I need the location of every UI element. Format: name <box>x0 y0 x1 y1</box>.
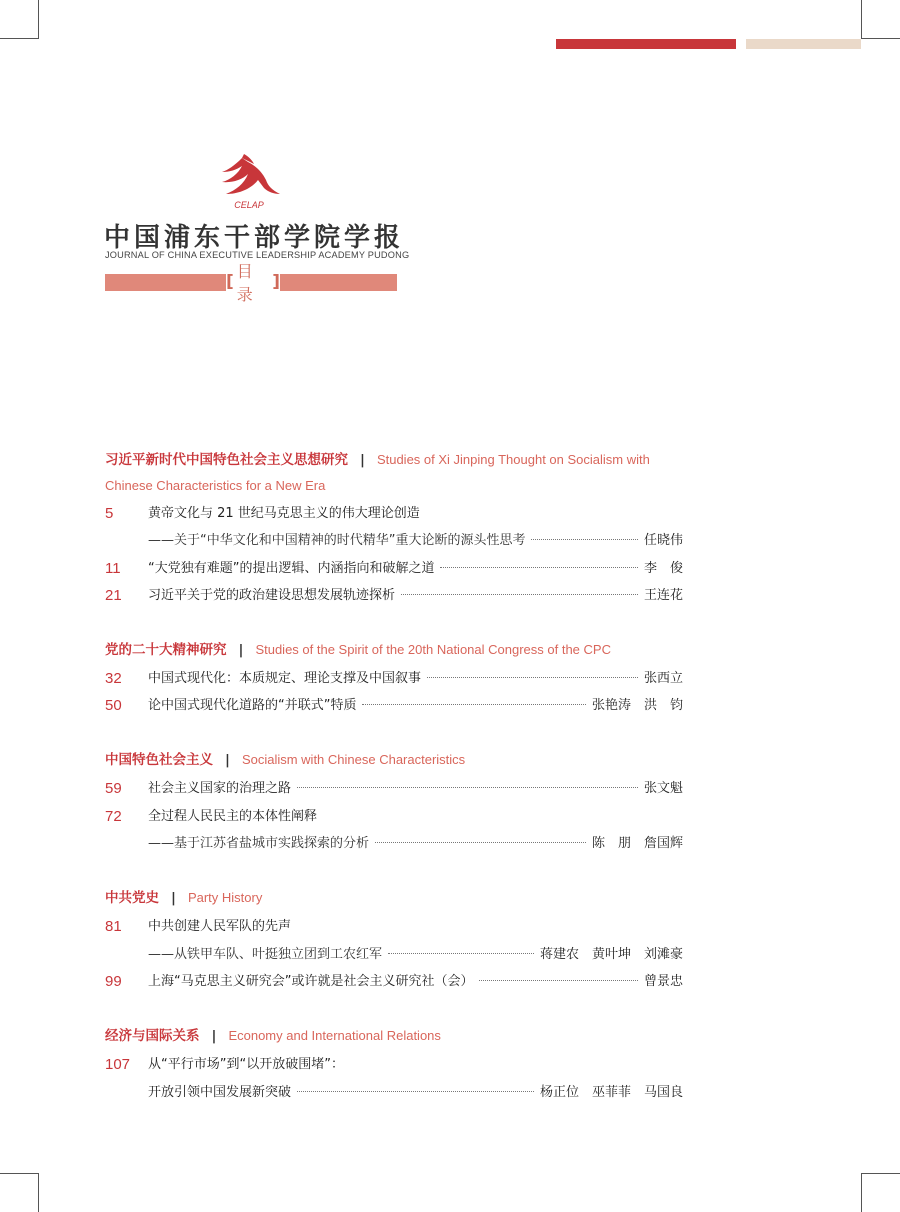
journal-title: 中国浦东干部学院学报 <box>104 223 405 253</box>
toc-entry[interactable] <box>105 502 683 526</box>
toc-entry-subtitle <box>105 1081 683 1105</box>
crop-mark <box>0 38 39 39</box>
toc-entry[interactable] <box>105 777 683 801</box>
section-title-cn: 经济与国际关系 <box>105 1028 200 1044</box>
header-accent-bar-light <box>746 39 861 49</box>
article-author: 王连花 <box>643 588 683 603</box>
page-number: 59 <box>105 780 122 797</box>
section-title-cn: 中国特色社会主义 <box>105 752 213 768</box>
page-number: 50 <box>105 697 122 714</box>
article-title: 黄帝文化与 21 世纪马克思主义的伟大理论创造 <box>148 506 420 521</box>
section-separator: | <box>238 642 244 658</box>
article-author: 张艳涛 洪 钧 <box>591 698 683 713</box>
section-heading <box>105 1023 685 1049</box>
article-title-cont: 开放引领中国发展新突破 <box>148 1085 292 1100</box>
article-author: 杨正位 巫菲菲 马国良 <box>539 1085 683 1100</box>
page-number: 32 <box>105 670 122 687</box>
section-title-cn: 中共党史 <box>105 890 159 906</box>
page-number: 81 <box>105 918 122 935</box>
article-author: 张西立 <box>643 671 683 686</box>
article-title: 习近平关于党的政治建设思想发展轨迹探析 <box>148 588 396 603</box>
celap-logo-icon <box>212 152 286 212</box>
crop-mark <box>38 1173 39 1212</box>
page-number: 5 <box>105 505 114 522</box>
article-subtitle: ——关于“中华文化和中国精神的时代精华”重大论断的源头性思考 <box>148 533 526 548</box>
header-accent-bar <box>556 39 736 49</box>
article-title: 中共创建人民军队的先声 <box>148 919 292 934</box>
crop-mark <box>861 38 900 39</box>
article-title: 中国式现代化：本质规定、理论支撑及中国叙事 <box>148 671 422 686</box>
toc-entry-subtitle <box>105 832 683 856</box>
svg-text:CELAP: CELAP <box>234 200 264 210</box>
toc-entry[interactable] <box>105 1053 683 1077</box>
toc-entry[interactable] <box>105 584 683 608</box>
toc-entry[interactable] <box>105 970 683 994</box>
leader-dots <box>401 594 638 595</box>
leader-dots <box>362 704 586 705</box>
crop-mark <box>0 1173 39 1174</box>
page-number: 11 <box>105 560 121 577</box>
section-heading <box>105 747 685 773</box>
journal-title-en: JOURNAL OF CHINA EXECUTIVE LEADERSHIP ACADEMY PUDONG <box>105 250 410 260</box>
toc-entry[interactable] <box>105 557 683 581</box>
page-number: 99 <box>105 973 122 990</box>
article-title: 全过程人民民主的本体性阐释 <box>148 809 318 824</box>
article-title: 社会主义国家的治理之路 <box>148 781 292 796</box>
section-title-cn: 习近平新时代中国特色社会主义思想研究 <box>105 452 348 468</box>
section-separator: | <box>360 452 365 468</box>
leader-dots <box>388 953 534 954</box>
leader-dots <box>479 980 638 981</box>
section-heading <box>105 885 685 911</box>
article-subtitle: ——从铁甲车队、叶挺独立团到工农红军 <box>148 947 383 962</box>
article-author: 张文魁 <box>643 781 683 796</box>
article-author: 陈 朋 詹国辉 <box>591 836 683 851</box>
leader-dots <box>440 567 638 568</box>
crop-mark <box>861 0 862 39</box>
bracket-left: [ <box>226 272 234 292</box>
toc-entry[interactable] <box>105 915 683 939</box>
leader-dots <box>531 539 638 540</box>
section-title-en: Party History <box>187 890 263 905</box>
toc-entry[interactable] <box>105 805 683 829</box>
article-title: 从“平行市场”到“以开放破围堵”： <box>148 1057 344 1072</box>
page-number: 21 <box>105 587 122 604</box>
toc-label: 目录 <box>236 262 255 304</box>
toc-heading <box>226 262 280 304</box>
crop-mark <box>861 1173 900 1174</box>
article-author: 蒋建农 黄叶坤 刘滩豪 <box>539 947 683 962</box>
leader-dots <box>427 677 638 678</box>
page-number: 72 <box>105 808 122 825</box>
article-title: “大党独有难题”的提出逻辑、内涵指向和破解之道 <box>148 561 435 576</box>
section-heading <box>105 447 685 499</box>
article-title: 上海“马克思主义研究会”或许就是社会主义研究社（会） <box>148 974 474 989</box>
section-separator: | <box>171 890 176 906</box>
toc-entry-subtitle <box>105 529 683 553</box>
page-number: 107 <box>105 1056 131 1073</box>
article-subtitle: ——基于江苏省盐城市实践探索的分析 <box>148 836 370 851</box>
article-author: 任晓伟 <box>643 533 683 548</box>
toc-entry[interactable] <box>105 694 683 718</box>
section-title-cn: 党的二十大精神研究 <box>105 642 227 658</box>
crop-mark <box>38 0 39 39</box>
leader-dots <box>297 1091 534 1092</box>
section-heading <box>105 637 685 663</box>
section-title-en: Socialism with Chinese Characteristics <box>241 752 466 767</box>
article-author: 李 俊 <box>643 561 683 576</box>
section-title-en: Studies of the Spirit of the 20th National Congress of the CPC <box>255 642 611 657</box>
leader-dots <box>297 787 638 788</box>
section-title-en: Studies of Xi Jinping Thought on Socialism with Chinese Characteristics for a New Era <box>105 452 650 493</box>
crop-mark <box>861 1173 862 1212</box>
section-title-en: Economy and International Relations <box>228 1028 441 1043</box>
article-author: 曾景忠 <box>643 974 683 989</box>
toc-entry-subtitle <box>105 943 683 967</box>
leader-dots <box>375 842 586 843</box>
section-separator: | <box>225 752 230 768</box>
article-title: 论中国式现代化道路的“并联式”特质 <box>148 698 357 713</box>
toc-entry[interactable] <box>105 667 683 691</box>
section-separator: | <box>211 1028 217 1044</box>
bracket-right: ] <box>272 272 280 292</box>
